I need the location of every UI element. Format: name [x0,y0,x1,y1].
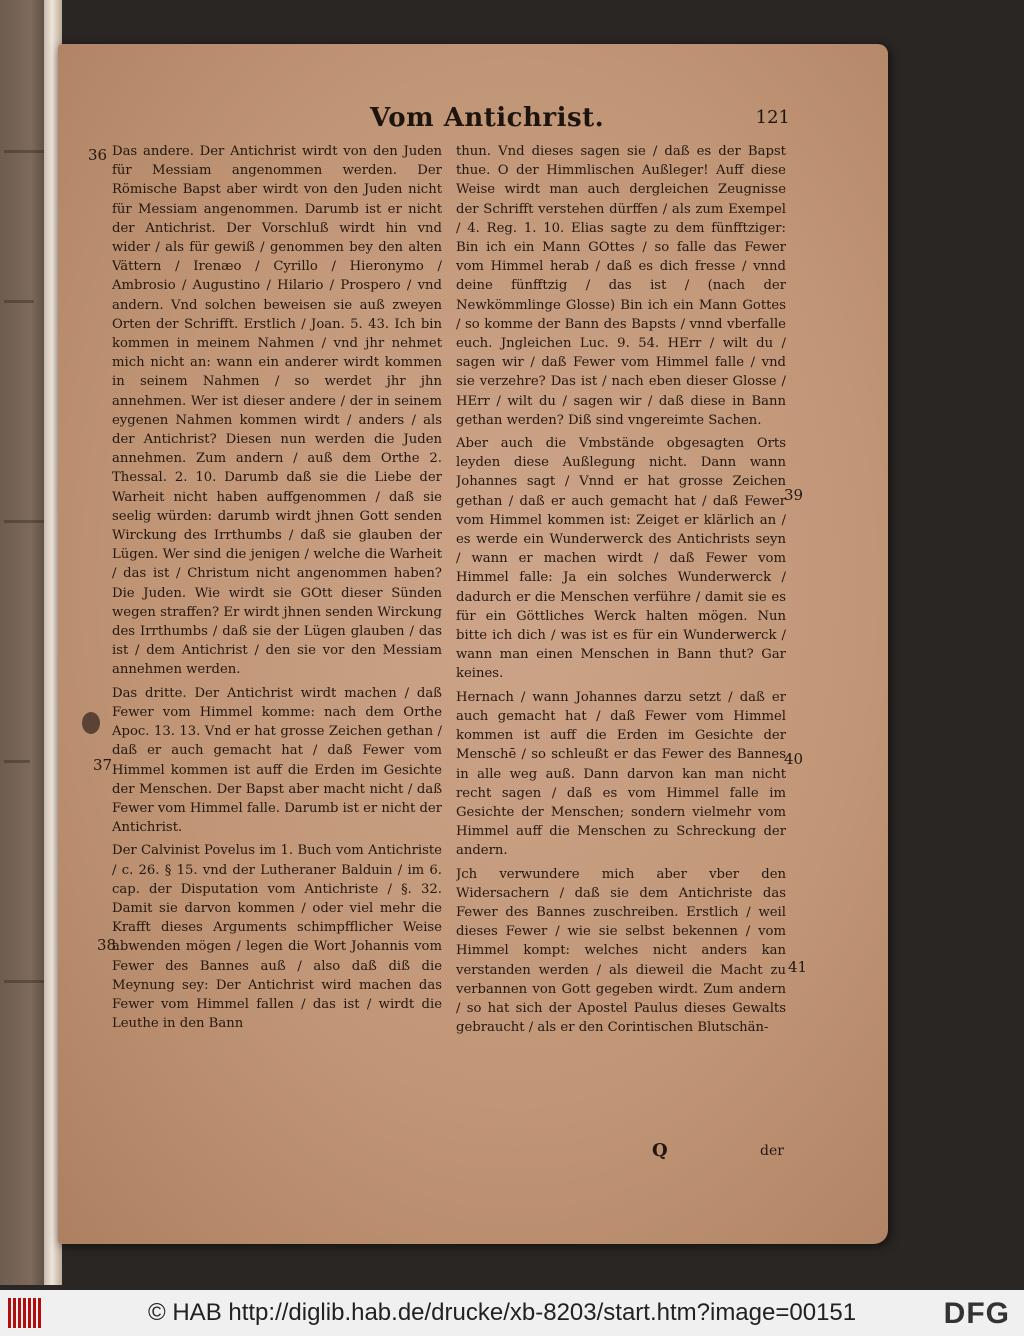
left-text-column [112,142,442,1147]
paragraph-36: Das andere. Der Antichrist wirdt von den Juden für Messiam angenommen werden. Der Römische Bapst aber wirdt von den Juden nicht für Messiam angenommen. Darumb ist er nicht der Antichrist. Der Vorschluß wirdt hin vnd wider / als für gewiß / genommen bey den alten Vättern / Irenæo / Cyrillo / Hieronymo / Ambrosio / Augustino / Hilario / Prospero / vnd andern. Vnd solchen beweisen sie auß zweyen Orten der Schrifft. Erstlich / Joan. 5. 43. Ich bin kommen in meinem Nahmen / vnd jhr nehmet mich nicht an: wann ein anderer wirdt kommen in seinem Nahmen / so werdet jhr jhn annehmen. Wer ist dieser andere / der in seinem eygenen Nahmen kommen wirdt / anders / als der Antichrist? Diesen nun werden die Juden annehmen. Zum andern / auß dem Orthe 2. Thessal. 2. 10. Darumb daß sie die Liebe der Warheit nicht haben auffgenommen / daß sie seelig würden: darumb wirdt jhnen Gott senden Wirckung des Irrthumbs / daß sie glauben der Lügen. Wer sind die jenigen / welche die Warheit / das ist / Christum nicht angenommen haben? Die Juden. Wie wirdt sie GOtt dieser Sünden wegen straffen? Er wirdt jhnen senden Wirckung des Irrthumbs / daß sie der Lügen glauben / das ist / dem Antichrist / den sie vor den Messiam annehmen werden. [112,144,442,678]
paragraph-39: Aber auch die Vmbstände obgesagten Orts leyden diese Außlegung nicht. Dann wann Johannes sagt / Vnnd er hat grosse Zeichen gethan / daß er auch gemacht hat / daß Fewer vom Himmel kommen ist: Zeiget er klärlich an / es werde ein Wunderwerck des Antichrists seyn / wann er machen wirdt / daß Fewer vom Himmel falle: Ja ein solches Wunderwerck / dadurch er die Menschen verführe / damit sie es für ein Göttliches Werck halten mögen. Nun bitte ich dich / was ist es für ein Wunderwerck / wann man einen Menschen in Bann thut? Gar keines. [456,436,786,682]
ink-stain [82,712,100,734]
margin-number-41: 41 [788,958,808,976]
right-text-column [456,142,786,1147]
paragraph-continuation: thun. Vnd dieses sagen sie / daß es der Bapst thue. O der Himmlischen Außleger! Auff diese Weise wirdt man auch dergleichen Zeugnisse der Schrifft verstehen dürffen / als zum Exempel / 4. Reg. 1. 10. Elias sagte zu dem fünfftziger: Bin ich ein Mann GOttes / so falle das Fewer vom Himmel herab / daß es dich fresse / vnnd deine fünfftzig / das ist / (nach der Newkömmlinge Glosse) Bin ich ein Mann Gottes / so komme der Bann des Bapsts / vnnd vberfalle euch. Jngleichen Luc. 9. 54. HErr / wilt du / sagen wir / daß Fewer vom Himmel falle / vnd sie verzehre? Das ist / nach eben dieser Glosse / HErr / wilt du / sagen wir / daß diese in Bann gethan werden? Diß sind vngereimte Sachen. [456,144,786,428]
running-title: Vom Antichrist. [370,103,605,133]
margin-number-39: 39 [784,486,804,504]
paragraph-37: Das dritte. Der Antichrist wirdt machen / daß Fewer vom Himmel komme: nach dem Orthe Apoc. 13. 13. Vnd er hat grosse Zeichen gethan / daß er auch gemacht hat / daß Fewer vom Himmel kommen ist auff die Erden im Gesichte der Menschen. Der Bapst aber macht nicht / daß Fewer vom Himmel falle. Darumb ist er nicht der Antichrist. [112,685,442,836]
hab-logo-icon [8,1298,42,1328]
page-number: 121 [755,107,790,128]
margin-number-40: 40 [784,750,804,768]
dfg-logo: DFG [943,1297,1010,1330]
catchword: der [760,1143,784,1159]
page-header [370,103,790,137]
margin-number-37: 37 [93,756,113,774]
signature-mark: Q [652,1140,668,1161]
margin-number-36: 36 [88,146,108,164]
footer-bar [0,1290,1024,1336]
paragraph-40: Hernach / wann Johannes darzu setzt / daß er auch gemacht hat / daß Fewer vom Himmel kommen ist auff die Erden im Gesichte der Menschē / so schleußt er das Fewer des Bannes in alle weg auß. Dann darvon kan man nicht recht sagen / daß es vom Himmel falle im Gesichte der Menschen; sondern vielmehr vom Himmel auff die Menschen zu Schreckung der andern. [456,689,786,859]
margin-number-38: 38 [97,936,117,954]
paragraph-38: Der Calvinist Povelus im 1. Buch vom Antichriste / c. 26. § 15. vnd der Lutheraner Balduin / im 6. cap. der Disputation vom Antichriste / §. 32. Damit sie darvon kommen / oder viel mehr die Krafft dieses Arguments schimpfflicher Weise abwenden mögen / legen die Wort Johannis vom Fewer des Bannes auß / also daß diß die Meynung sey: Der Antichrist wird machen das Fewer vom Himmel fallen / das ist / wirdt die Leuthe in den Bann [112,843,442,1032]
paragraph-41: Jch verwundere mich aber vber den Widersachern / daß sie dem Antichriste das Fewer des Bannes zuschreiben. Erstlich / weil dieses Fewer / wie sie selbst bekennen / vom Himmel kompt: welches nicht anders kan verstanden werden / als dieweil die Macht zu verbannen von Gott gegeben wirdt. Zum andern / so hat sich der Apostel Paulus dieses Gewalts gebraucht / als er den Corintischen Blutschän- [456,866,786,1036]
copyright-url[interactable]: © HAB http://diglib.hab.de/drucke/xb-8203/start.htm?image=00151 [148,1299,857,1326]
